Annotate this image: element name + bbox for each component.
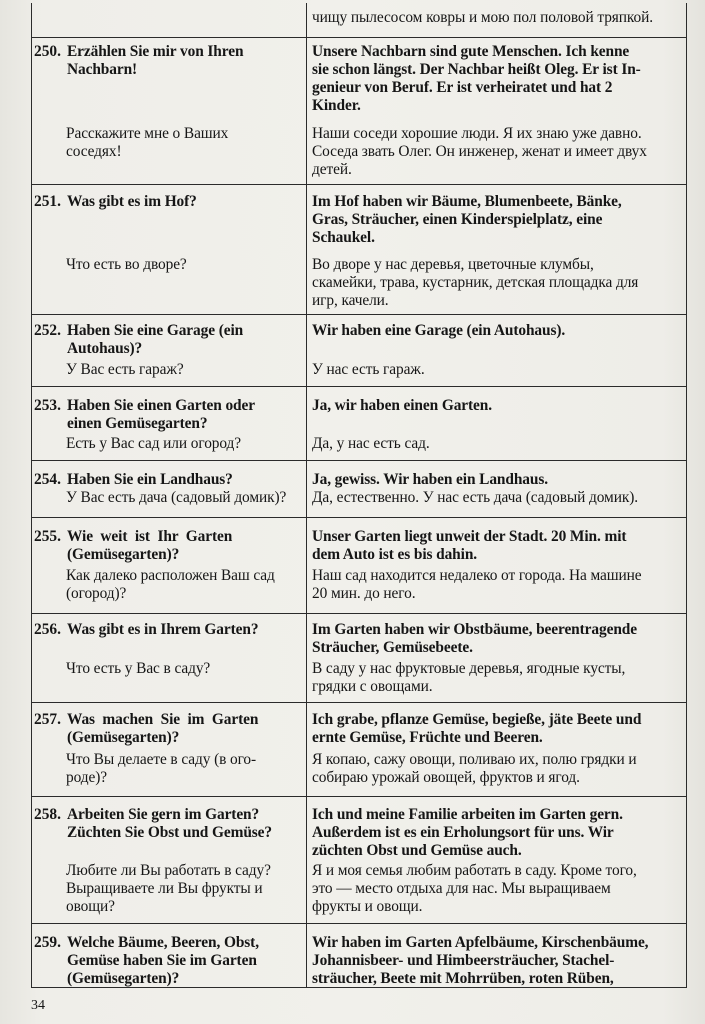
answer-de: Wir haben eine Garage (ein Autohaus). (312, 322, 566, 339)
question-ru: соседях! (66, 143, 122, 160)
row-rule (31, 923, 687, 924)
answer-ru: игр, качели. (312, 292, 389, 309)
row-rule (31, 314, 687, 315)
answer-ru: скамейки, трава, кустарник, детская площадка для (312, 274, 639, 291)
answer-ru: Я копаю, сажу овощи, поливаю их, полю грядки и (312, 751, 637, 768)
row-rule (31, 386, 687, 387)
question-de: Was gibt es in Ihrem Garten? (67, 621, 259, 638)
answer-ru: грядки с овощами. (312, 678, 433, 695)
row-rule (31, 37, 687, 38)
question-de: (Gemüsegarten)? (67, 546, 180, 563)
answer-ru: Наши соседи хорошие люди. Я их знаю уже давно. (312, 125, 642, 142)
answer-de: genieur von Beruf. Er ist verheiratet und hat 2 (312, 79, 613, 96)
question-de: Nachbarn! (67, 61, 138, 78)
entry-number: 253. (34, 397, 61, 414)
answer-ru: Наш сад находится недалеко от города. На машине (312, 567, 642, 584)
question-ru: У Вас есть гараж? (66, 361, 184, 378)
question-de: Arbeiten Sie gern im Garten? (67, 806, 260, 823)
question-ru: Есть у Вас сад или огород? (66, 435, 242, 452)
answer-de: Ich und meine Familie arbeiten im Garten gern. (312, 806, 623, 823)
answer-ru: детей. (312, 161, 352, 178)
answer-de: Ja, gewiss. Wir haben ein Landhaus. (312, 471, 548, 488)
answer-ru: собираю урожай овощей, фруктов и ягод. (312, 769, 580, 786)
entry-number: 250. (34, 43, 61, 60)
answer-ru: В саду у нас фруктовые деревья, ягодные кусты, (312, 660, 626, 677)
question-de: (Gemüsegarten)? (67, 970, 180, 987)
answer-de: Schaukel. (312, 229, 375, 246)
answer-de: Gras, Sträucher, einen Kinderspielplatz, eine (312, 211, 603, 228)
entry-number: 257. (34, 711, 61, 728)
question-ru: Как далеко расположен Ваш сад (66, 567, 275, 584)
answer-de: Unsere Nachbarn sind gute Menschen. Ich kenne (312, 43, 630, 60)
question-de: Was machen Sie im Garten (67, 711, 259, 728)
answer-ru: Во дворе у нас деревья, цветочные клумбы, (312, 256, 594, 273)
page-number: 34 (31, 998, 45, 1013)
question-ru: Что есть во дворе? (66, 256, 187, 273)
question-ru: овощи? (66, 898, 115, 915)
answer-de: Außerdem ist es ein Erholungsort für uns. Wir (312, 824, 614, 841)
entry-number: 252. (34, 322, 61, 339)
question-de: Züchten Sie Obst und Gemüse? (67, 824, 273, 841)
question-ru: Расскажите мне о Ваших (66, 125, 229, 142)
question-de: Wie weit ist Ihr Garten (67, 528, 233, 545)
answer-de: Im Garten haben wir Obstbäume, beerentragende (312, 621, 637, 638)
row-rule (31, 517, 687, 518)
answer-de: sträucher, Beete mit Mohrrüben, roten Rüben, (312, 970, 614, 987)
answer-ru: фрукты и овощи. (312, 898, 423, 915)
answer-ru: Соседа звать Олег. Он инженер, женат и имеет двух (312, 143, 647, 160)
entry-number: 254. (34, 471, 61, 488)
question-de: Autohaus)? (67, 340, 143, 357)
question-de: Gemüse haben Sie im Garten (67, 952, 257, 969)
answer-de: Wir haben im Garten Apfelbäume, Kirschenbäume, (312, 934, 649, 951)
answer-de: dem Auto ist es bis dahin. (312, 546, 478, 563)
row-rule (31, 702, 687, 703)
answer-de: Unser Garten liegt unweit der Stadt. 20 Min. mit (312, 528, 627, 545)
question-ru: Что есть у Вас в саду? (66, 660, 211, 677)
answer-de: ernte Gemüse, Früchte und Beeren. (312, 729, 543, 746)
answer-ru: это — место отдыха для нас. Мы выращиваем (312, 880, 611, 897)
question-ru: Любите ли Вы работать в саду? (66, 862, 271, 879)
question-de: Haben Sie ein Landhaus? (67, 471, 233, 488)
entry-number: 259. (34, 934, 61, 951)
answer-de: Ja, wir haben einen Garten. (312, 397, 492, 414)
answer-de: Johannisbeer- und Himbeersträucher, Stachel- (312, 952, 615, 969)
answer-ru: У нас есть гараж. (312, 361, 425, 378)
answer-ru: Да, естественно. У нас есть дача (садовый домик). (312, 489, 638, 506)
entry-number: 251. (34, 193, 61, 210)
answer-ru: 20 мин. до него. (312, 585, 416, 602)
question-ru: У Вас есть дача (садовый домик)? (66, 489, 287, 506)
answer-de: Ich grabe, pflanze Gemüse, begieße, jäte Beete und (312, 711, 642, 728)
row-rule (31, 184, 687, 185)
answer-de: Kinder. (312, 97, 361, 114)
carryover-text: чищу пылесосом ковры и мою пол половой тряпкой. (312, 9, 653, 26)
question-de: Haben Sie eine Garage (ein (67, 322, 244, 339)
row-rule (31, 796, 687, 797)
answer-de: züchten Obst und Gemüse auch. (312, 842, 522, 859)
row-rule (31, 460, 687, 461)
question-ru: Выращиваете ли Вы фрукты и (66, 880, 263, 897)
question-ru: роде)? (66, 769, 107, 786)
question-de: Erzählen Sie mir von Ihren (67, 43, 244, 60)
question-ru: (огород)? (66, 585, 127, 602)
answer-ru: Я и моя семья любим работать в саду. Кроме того, (312, 862, 637, 879)
question-de: einen Gemüsegarten? (67, 415, 208, 432)
question-de: (Gemüsegarten)? (67, 729, 180, 746)
entry-number: 256. (34, 621, 61, 638)
answer-de: Sträucher, Gemüsebeete. (312, 639, 473, 656)
entry-number: 255. (34, 528, 61, 545)
question-de: Was gibt es im Hof? (67, 193, 197, 210)
question-de: Haben Sie einen Garten oder (67, 397, 255, 414)
question-ru: Что Вы делаете в саду (в ого- (66, 751, 257, 768)
answer-de: Im Hof haben wir Bäume, Blumenbeete, Bänke, (312, 193, 622, 210)
question-de: Welche Bäume, Beeren, Obst, (67, 934, 259, 951)
row-rule (31, 613, 687, 614)
answer-de: sie schon längst. Der Nachbar heißt Oleg. Er ist In- (312, 61, 641, 78)
answer-ru: Да, у нас есть сад. (312, 435, 430, 452)
entry-number: 258. (34, 806, 61, 823)
column-divider (306, 3, 307, 988)
